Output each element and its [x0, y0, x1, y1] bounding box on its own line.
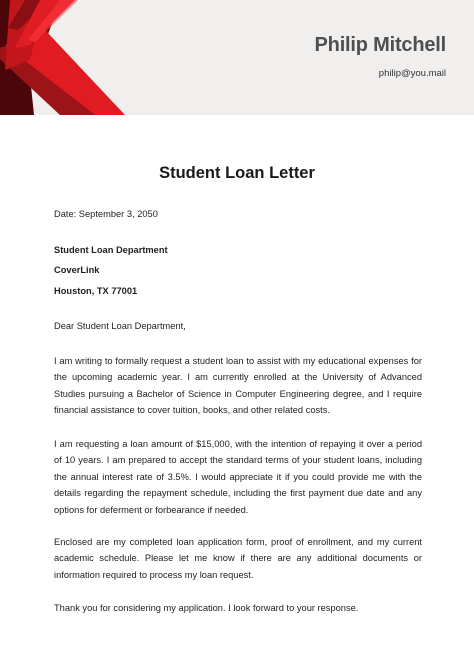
sender-name: Philip Mitchell: [314, 34, 446, 56]
recipient-city: Houston, TX 77001: [54, 286, 138, 296]
paragraph-1: I am writing to formally request a student loan to assist with my educational expenses for the upcoming academic year. I am currently enrolled at the University of Advanced Studies pursuing a Bachelor of Science in Computer Engineering degree, and I require financial assistance to cover tuition, books, and other related costs.: [54, 356, 422, 416]
letter-date: Date: September 3, 2050: [54, 209, 158, 219]
recipient-department: Student Loan Department: [54, 245, 168, 255]
letterhead: [0, 0, 474, 115]
document-title: Student Loan Letter: [159, 164, 315, 182]
salutation: Dear Student Loan Department,: [54, 321, 186, 331]
red-chevron-decoration: [0, 0, 140, 115]
sender-email: philip@you.mail: [378, 68, 446, 79]
recipient-company: CoverLink: [54, 265, 100, 275]
paragraph-2: I am requesting a loan amount of $15,000, with the intention of repaying it over a period of 10 years. I am prepared to accept the standard terms of your student loans, including the annual interest rate of 3.5%. I would appreciate it if you could provide me with the details regarding the repayment schedule, including the first payment due date and any options for deferment or forbearance if needed.: [54, 439, 422, 515]
closing: Thank you for considering my application. I look forward to your response.: [54, 603, 359, 613]
paragraph-3: Enclosed are my completed loan application form, proof of enrollment, and my current academic schedule. Please let me know if there are any additional documents or information required to process my loan request.: [54, 537, 422, 580]
